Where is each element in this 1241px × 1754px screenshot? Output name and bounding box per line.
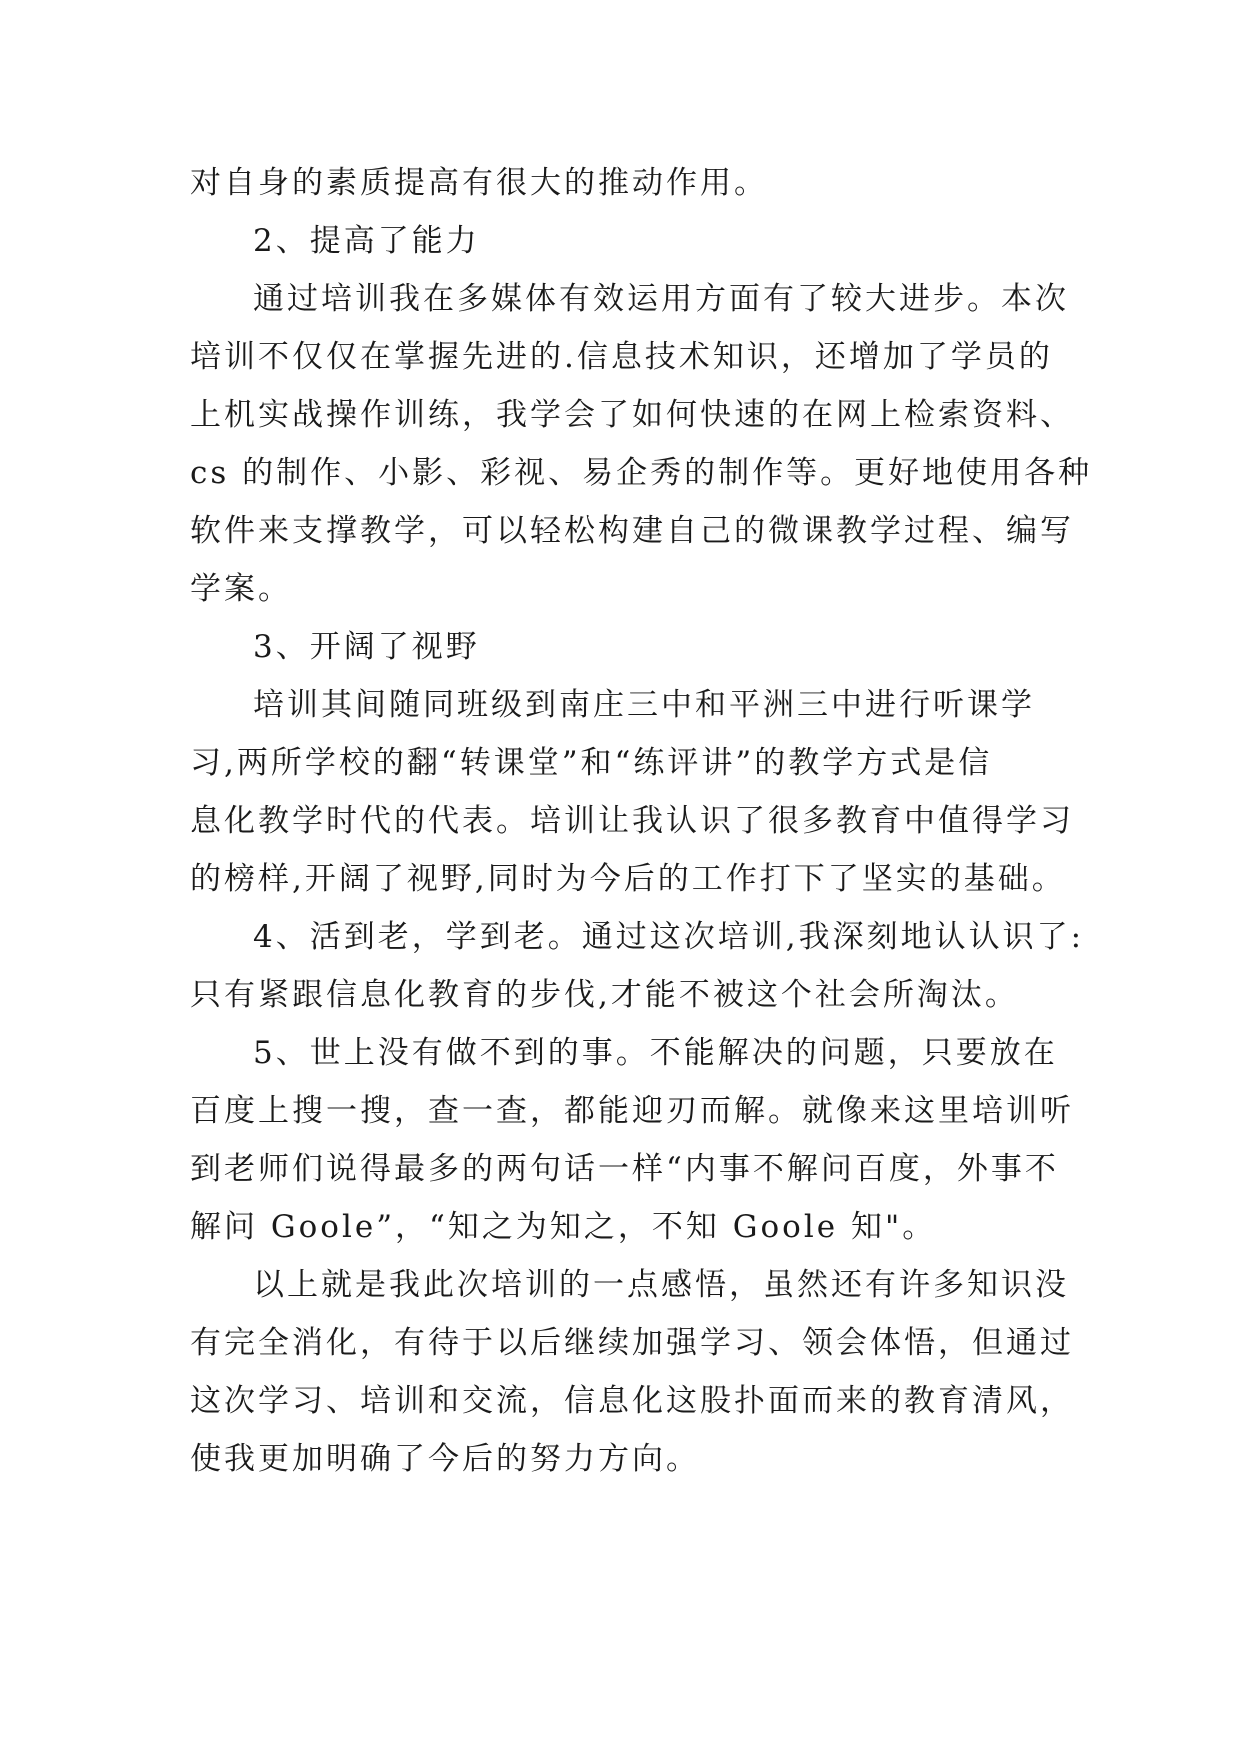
text-line: 到老师们说得最多的两句话一样“内事不解问百度，外事不 <box>190 1151 1059 1187</box>
section-heading: 2、提高了能力 <box>253 223 480 259</box>
text-line: 这次学习、培训和交流，信息化这股扑面而来的教育清风， <box>190 1383 1074 1419</box>
document-body <box>190 154 1093 1488</box>
text-line: 4、活到老，学到老。通过这次培训,我深刻地认认识了: <box>253 919 1085 955</box>
text-line: 使我更加明确了今后的努力方向。 <box>190 1441 700 1477</box>
text-line: 息化教学时代的代表。培训让我认识了很多教育中值得学习 <box>190 803 1074 839</box>
text-line: 培训其间随同班级到南庄三中和平洲三中进行听课学 <box>253 687 1035 723</box>
text-line: 学案。 <box>190 571 292 607</box>
text-line: 以上就是我此次培训的一点感悟，虽然还有许多知识没 <box>253 1267 1069 1303</box>
text-line: cs 的制作、小影、彩视、易企秀的制作等。更好地使用各种 <box>190 455 1093 491</box>
text-line: 培训不仅仅在掌握先进的.信息技术知识，还增加了学员的 <box>190 339 1053 375</box>
text-line: 只有紧跟信息化教育的步伐,才能不被这个社会所淘汰。 <box>190 977 1019 1013</box>
section-heading: 3、开阔了视野 <box>253 629 480 665</box>
text-line: 解问 Goole”，“知之为知之，不知 Goole 知"。 <box>190 1209 937 1245</box>
text-line: 习,两所学校的翻“转课堂”和“练评讲”的教学方式是信 <box>190 745 993 781</box>
text-line: 百度上搜一搜，查一查，都能迎刃而解。就像来这里培训听 <box>190 1093 1074 1129</box>
text-line: 有完全消化，有待于以后继续加强学习、领会体悟，但通过 <box>190 1325 1074 1361</box>
text-line: 的榜样,开阔了视野,同时为今后的工作打下了坚实的基础。 <box>190 861 1066 897</box>
text-line: 5、世上没有做不到的事。不能解决的问题，只要放在 <box>253 1035 1058 1071</box>
text-line: 对自身的素质提高有很大的推动作用。 <box>190 165 768 201</box>
text-line: 软件来支撑教学，可以轻松构建自己的微课教学过程、编写 <box>190 513 1074 549</box>
text-line: 上机实战操作训练，我学会了如何快速的在网上检索资料、 <box>190 397 1074 433</box>
text-line: 通过培训我在多媒体有效运用方面有了较大进步。本次 <box>253 281 1069 317</box>
